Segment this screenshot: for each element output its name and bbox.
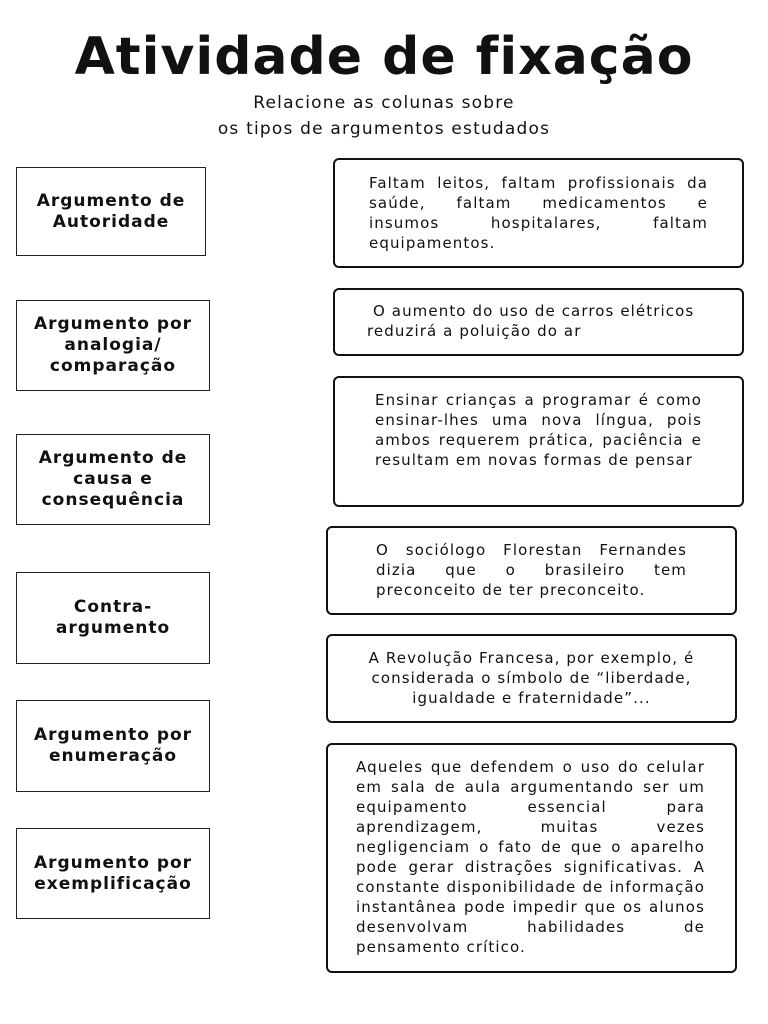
example-box-4	[326, 526, 737, 615]
argument-type-label: Contra-argumento	[55, 597, 171, 638]
example-text: O aumento do uso de carros elétricos reduzirá a poluição do ar	[367, 302, 695, 340]
example-text: Aqueles que defendem o uso do celular em sala de aula argumentando ser um equipamento essencial para aprendizagem, muitas vezes negligenciam o fato de que o aparelho pode gerar distrações significativas. A constante disponibilidade de informação instantânea pode impedir que os alunos desenvolvam habilidades de pensamento crítico.	[356, 758, 705, 956]
argument-type-label: Argumento por analogia/ comparação	[33, 314, 193, 376]
argument-type-label: Argumento de Autoridade	[36, 190, 186, 232]
example-text: Faltam leitos, faltam profissionais da saúde, faltam medicamentos e insumos hospitalares, faltam equipamentos.	[369, 174, 708, 252]
argument-type-box-analogia	[16, 300, 210, 391]
argument-type-label: Argumento por enumeração	[33, 725, 193, 766]
example-box-5	[326, 634, 737, 723]
argument-type-label: Argumento por exemplificação	[33, 852, 193, 894]
argument-type-box-contra	[16, 572, 210, 664]
subtitle-line-2: os tipos de argumentos estudados	[217, 119, 551, 139]
argument-type-box-enumeracao	[16, 700, 210, 792]
page-title: Atividade de fixação	[74, 27, 694, 87]
example-text: A Revolução Francesa, por exemplo, é considerada o símbolo de “liberdade, igualdade e fraternidade”...	[368, 649, 695, 707]
example-box-2	[333, 288, 744, 356]
example-text: O sociólogo Florestan Fernandes dizia que o brasileiro tem preconceito de ter preconceito.	[376, 541, 687, 599]
example-box-3	[333, 376, 744, 507]
argument-type-box-causa	[16, 434, 210, 525]
example-box-6	[326, 743, 737, 973]
subtitle-line-1: Relacione as colunas sobre	[253, 93, 515, 113]
example-text: Ensinar crianças a programar é como ensinar-lhes uma nova língua, pois ambos requerem prática, paciência e resultam em novas formas de pensar	[375, 391, 702, 469]
argument-type-box-autoridade	[16, 167, 206, 256]
example-box-1	[333, 158, 744, 268]
argument-type-box-exemplificacao	[16, 828, 210, 919]
argument-type-label: Argumento de causa e consequência	[38, 448, 188, 510]
